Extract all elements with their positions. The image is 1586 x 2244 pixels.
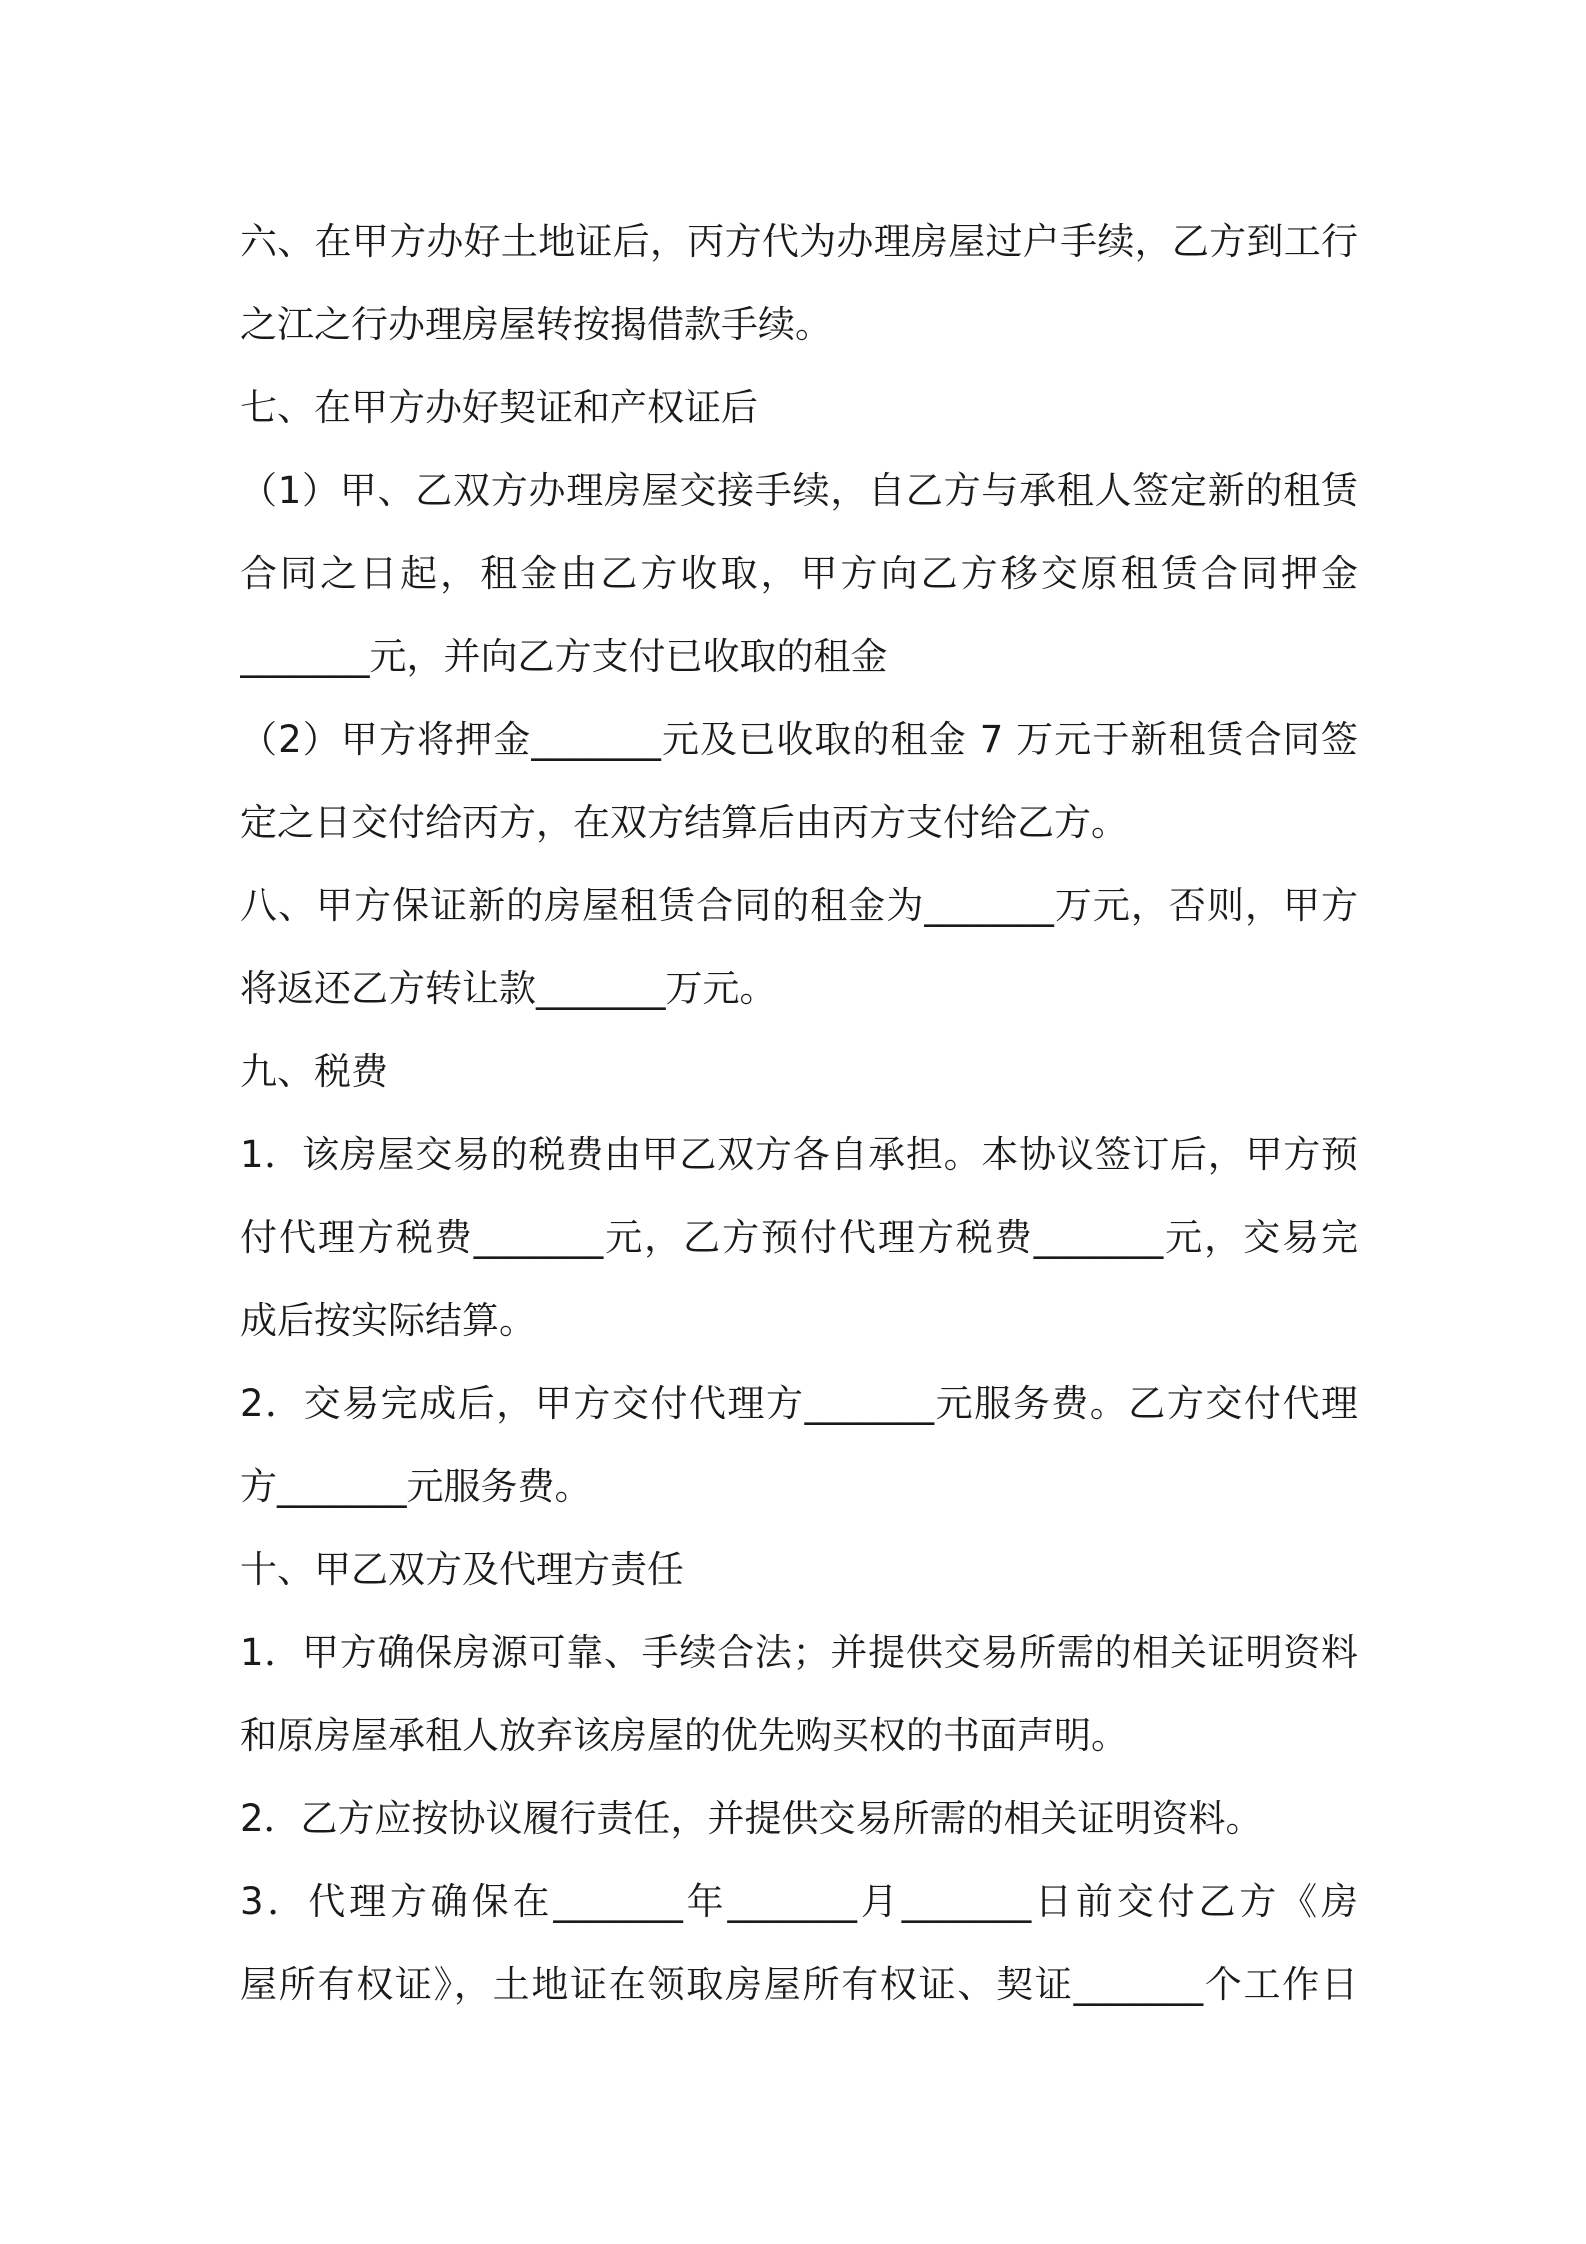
text-line: 六、在甲方办好土地证后，丙方代为办理房屋过户手续，乙方到工行 (240, 220, 1358, 263)
text-line: 合同之日起，租金由乙方收取，甲方向乙方移交原租赁合同押金 (240, 552, 1358, 595)
text-line: 定之日交付给丙方，在双方结算后由丙方支付给乙方。 (240, 801, 1128, 844)
text-line: 八、甲方保证新的房屋租赁合同的租金为_______万元，否则，甲方 (240, 884, 1358, 927)
text-line: （2）甲方将押金_______元及已收取的租金 7 万元于新租赁合同签 (240, 718, 1358, 761)
text-line: 2．乙方应按协议履行责任，并提供交易所需的相关证明资料。 (240, 1797, 1263, 1840)
text-line: 十、甲乙双方及代理方责任 (240, 1548, 684, 1591)
text-line: _______元，并向乙方支付已收取的租金 (240, 635, 888, 678)
text-line: 方_______元服务费。 (240, 1465, 592, 1508)
text-line: 成后按实际结算。 (240, 1299, 536, 1342)
text-line: 和原房屋承租人放弃该房屋的优先购买权的书面声明。 (240, 1714, 1128, 1757)
text-line: 七、在甲方办好契证和产权证后 (240, 386, 758, 429)
text-line: 1．该房屋交易的税费由甲乙双方各自承担。本协议签订后，甲方预 (240, 1133, 1358, 1176)
text-line: 2．交易完成后，甲方交付代理方_______元服务费。乙方交付代理 (240, 1382, 1358, 1425)
text-line: 3．代理方确保在_______年_______月_______日前交付乙方《房 (240, 1880, 1358, 1923)
text-line: 将返还乙方转让款_______万元。 (240, 967, 777, 1010)
text-line: 付代理方税费_______元，乙方预付代理方税费_______元，交易完 (240, 1216, 1358, 1259)
text-line: （1）甲、乙双方办理房屋交接手续，自乙方与承租人签定新的租赁 (240, 469, 1358, 512)
text-line: 1．甲方确保房源可靠、手续合法；并提供交易所需的相关证明资料 (240, 1631, 1358, 1674)
text-line: 屋所有权证》，土地证在领取房屋所有权证、契证_______个工作日 (240, 1963, 1358, 2006)
text-line: 之江之行办理房屋转按揭借款手续。 (240, 303, 832, 346)
text-line: 九、税费 (240, 1050, 388, 1093)
document-body (240, 200, 1358, 2026)
